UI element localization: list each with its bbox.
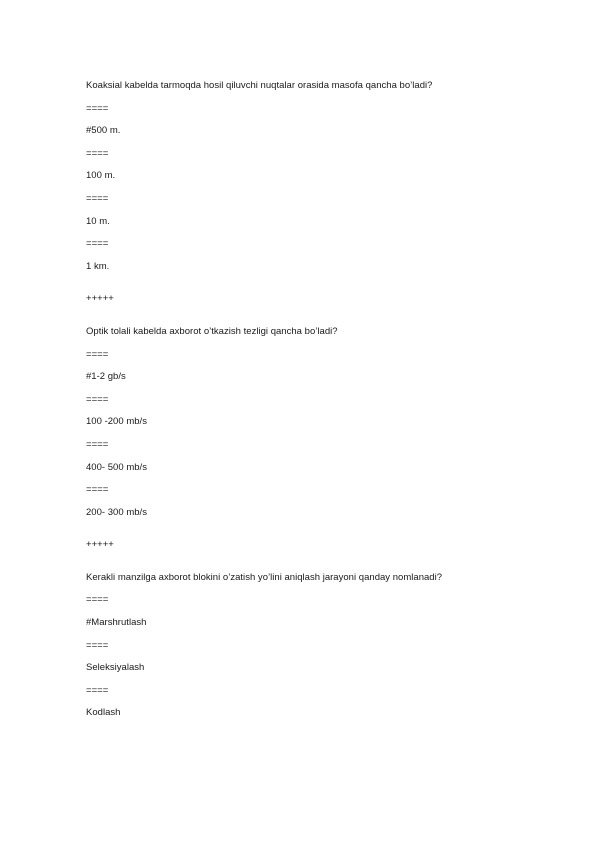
option-separator: ==== bbox=[86, 484, 109, 496]
answer-option-correct: #1-2 gb/s bbox=[86, 371, 126, 383]
option-separator: ==== bbox=[86, 639, 109, 651]
block-gap bbox=[86, 283, 526, 293]
option-separator: ==== bbox=[86, 393, 109, 405]
block-gap bbox=[86, 316, 526, 326]
answer-option: 200- 300 mb/s bbox=[86, 506, 147, 518]
option-separator: ==== bbox=[86, 238, 109, 250]
option-separator: ==== bbox=[86, 102, 109, 114]
answer-option: 1 km. bbox=[86, 260, 110, 272]
option-separator: ==== bbox=[86, 192, 109, 204]
answer-option: 100 -200 mb/s bbox=[86, 416, 147, 428]
question-text: Kerakli manzilga axborot blokini o’zatish yo’lini aniqlash jarayoni qanday nomlanadi? bbox=[86, 571, 443, 583]
block-end-marker: +++++ bbox=[86, 539, 114, 551]
answer-option: 400- 500 mb/s bbox=[86, 461, 147, 473]
question-text: Optik tolali kabelda axborot o’tkazish tezligi qancha bo’ladi? bbox=[86, 325, 338, 337]
option-separator: ==== bbox=[86, 594, 109, 606]
option-separator: ==== bbox=[86, 438, 109, 450]
answer-option: Kodlash bbox=[86, 707, 121, 719]
block-gap bbox=[86, 529, 526, 539]
question-text: Koaksial kabelda tarmoqda hosil qiluvchi nuqtalar orasida masofa qancha bo’ladi? bbox=[86, 80, 433, 91]
option-separator: ==== bbox=[86, 147, 109, 159]
answer-option: Seleksiyalash bbox=[86, 662, 145, 674]
answer-option: 100 m. bbox=[86, 170, 116, 182]
block-gap bbox=[86, 562, 526, 572]
block-end-marker: +++++ bbox=[86, 293, 114, 305]
document-content bbox=[86, 80, 526, 730]
answer-option-correct: #Marshrutlash bbox=[86, 617, 147, 629]
option-separator: ==== bbox=[86, 348, 109, 360]
answer-option: 10 m. bbox=[86, 215, 110, 227]
answer-option-correct: #500 m. bbox=[86, 125, 121, 137]
option-separator: ==== bbox=[86, 684, 109, 696]
